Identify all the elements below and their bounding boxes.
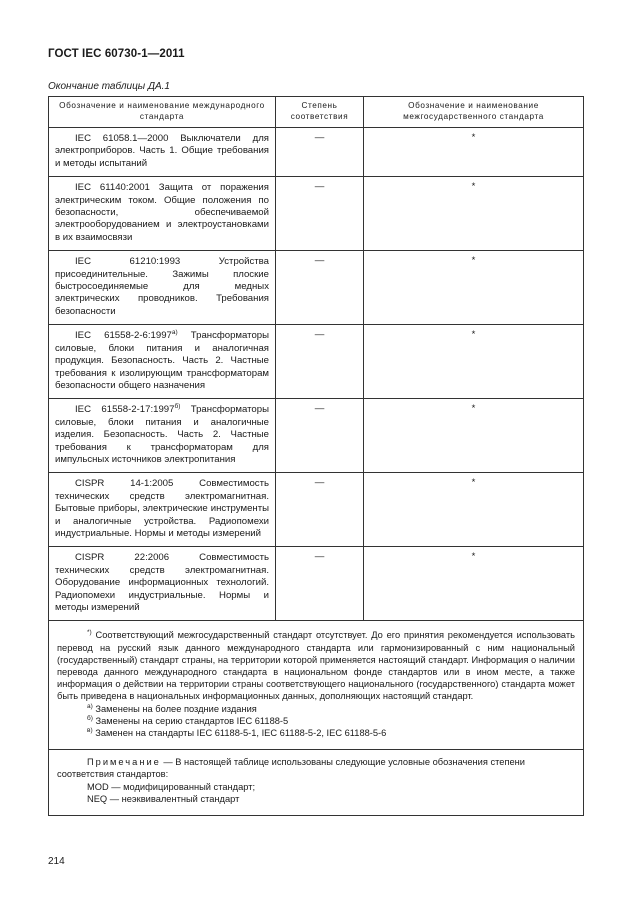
standards-table (48, 96, 584, 816)
col-header-international: Обозначение и наименование международного стандарта (49, 97, 276, 128)
interstate-cell: * (364, 399, 584, 473)
footnote-mark: б) (174, 403, 181, 411)
footnote-text: Соответствующий межгосударственный стандарт отсутствует. До его принятия рекомендуется использовать перевод на русский язык данного международного стандарта или гармонизированный с ним национальный (государственный) стандарт страны, на территории которой применяется настоящий стандарт. Информация о наличии перевода данного международного стандарта в национальном фонде стандартов или в ином месте, а также информация о действии на территории страны соответствующего национального (государственного) стандарта может быть приведена в национальных информационных данных, дополняющих настоящий стандарт. (57, 630, 575, 702)
degree-cell: — (276, 547, 364, 621)
table-row (49, 177, 584, 251)
standard-name-cell (49, 177, 276, 251)
col-header-degree: Степень соответствия (276, 97, 364, 128)
remark-row (49, 750, 584, 816)
degree-cell: — (276, 399, 364, 473)
degree-cell: — (276, 251, 364, 325)
footnote-text: Заменены на более поздние издания (92, 703, 257, 714)
interstate-cell: * (364, 473, 584, 547)
degree-cell: — (276, 473, 364, 547)
table-caption: Окончание таблицы ДА.1 (48, 81, 170, 92)
notes-row (49, 621, 584, 750)
degree-cell: — (276, 325, 364, 399)
standard-name-cell (49, 251, 276, 325)
standard-name-cell (49, 473, 276, 547)
standard-title: Трансформаторы силовые, блоки питания и аналогичные изделия. Безопасность. Часть 2. Частные требования к трансформаторам для импульсных источников электропитания (55, 404, 269, 465)
standard-code: IEC 61558-2-6:1997 (75, 330, 172, 342)
interstate-cell: * (364, 251, 584, 325)
table-row (49, 128, 584, 177)
table-header-row (49, 97, 584, 128)
remark-body: — В настоящей таблице использованы следующие условные обозначения степени соответствия стандартов: (57, 757, 525, 780)
footnote-a (57, 703, 575, 715)
table-row (49, 325, 584, 399)
interstate-cell: * (364, 547, 584, 621)
table-row (49, 251, 584, 325)
interstate-cell: * (364, 177, 584, 251)
remark-item: NEQ — неэквивалентный стандарт (87, 793, 240, 804)
standard-name: CISPR 14-1:2005 Совместимость технических средств электромагнитная. Бытовые приборы, электрические инструменты и аналогичные устройства. Радиопомехи индустриальные. Нормы и методы измерений (55, 478, 269, 539)
footnote-mark: б) (87, 714, 93, 722)
col-header-interstate: Обозначение и наименование межгосударственного стандарта (364, 97, 584, 128)
footnotes-cell (49, 621, 584, 750)
remark-item: MOD — модифицированный стандарт; (87, 781, 256, 792)
footnote-mark: а) (87, 702, 93, 710)
footnote-mark: а) (171, 329, 178, 337)
table-row (49, 399, 584, 473)
page-number: 214 (48, 856, 65, 867)
degree-cell: — (276, 177, 364, 251)
document-title: ГОСТ IEC 60730-1—2011 (48, 48, 185, 60)
footnote-text: Заменен на стандарты IEC 61188-5-1, IEC 61188-5-2, IEC 61188-5-6 (92, 728, 387, 739)
standard-name: IEC 61140:2001 Защита от поражения электрическим током. Общие положения по безопасности, обеспечиваемой электрооборудованием и электроустановками в их взаимосвязи (55, 182, 269, 243)
standard-name: CISPR 22:2006 Совместимость технических средств электромагнитная. Оборудование информационных технологий. Радиопомехи индустриальные. Нормы и методы измерений (55, 552, 269, 613)
footnote-b (57, 715, 575, 727)
star-footnote (57, 629, 575, 702)
degree-cell: — (276, 128, 364, 177)
standard-name-cell (49, 128, 276, 177)
standard-name-cell (49, 547, 276, 621)
footnote-mark: в) (87, 726, 93, 734)
standard-name: IEC 61210:1993 Устройства присоединительные. Зажимы плоские быстросоединяемые для медных электрических проводников. Требования безопасности (55, 256, 269, 317)
remark-label: Примечание (87, 757, 161, 768)
interstate-cell: * (364, 128, 584, 177)
footnote-mark: *) (87, 629, 92, 637)
standard-name-cell (49, 399, 276, 473)
standard-name: IEC 61058.1—2000 Выключатели для электроприборов. Часть 1. Общие требования и методы испытаний (55, 133, 269, 169)
remark-cell (49, 750, 584, 816)
table-row (49, 547, 584, 621)
standard-code: IEC 61558-2-17:1997 (75, 404, 175, 416)
footnote-v (57, 727, 575, 739)
remark-text (57, 756, 575, 780)
footnote-text: Заменены на серию стандартов IEC 61188-5 (92, 715, 289, 726)
standard-name-cell (49, 325, 276, 399)
table-row (49, 473, 584, 547)
interstate-cell: * (364, 325, 584, 399)
standard-title: Трансформаторы силовые, блоки питания и аналогичная продукция. Безопасность. Часть 2. Частные требования к изолирующим трансформаторам безопасности общего назначения (55, 330, 270, 391)
